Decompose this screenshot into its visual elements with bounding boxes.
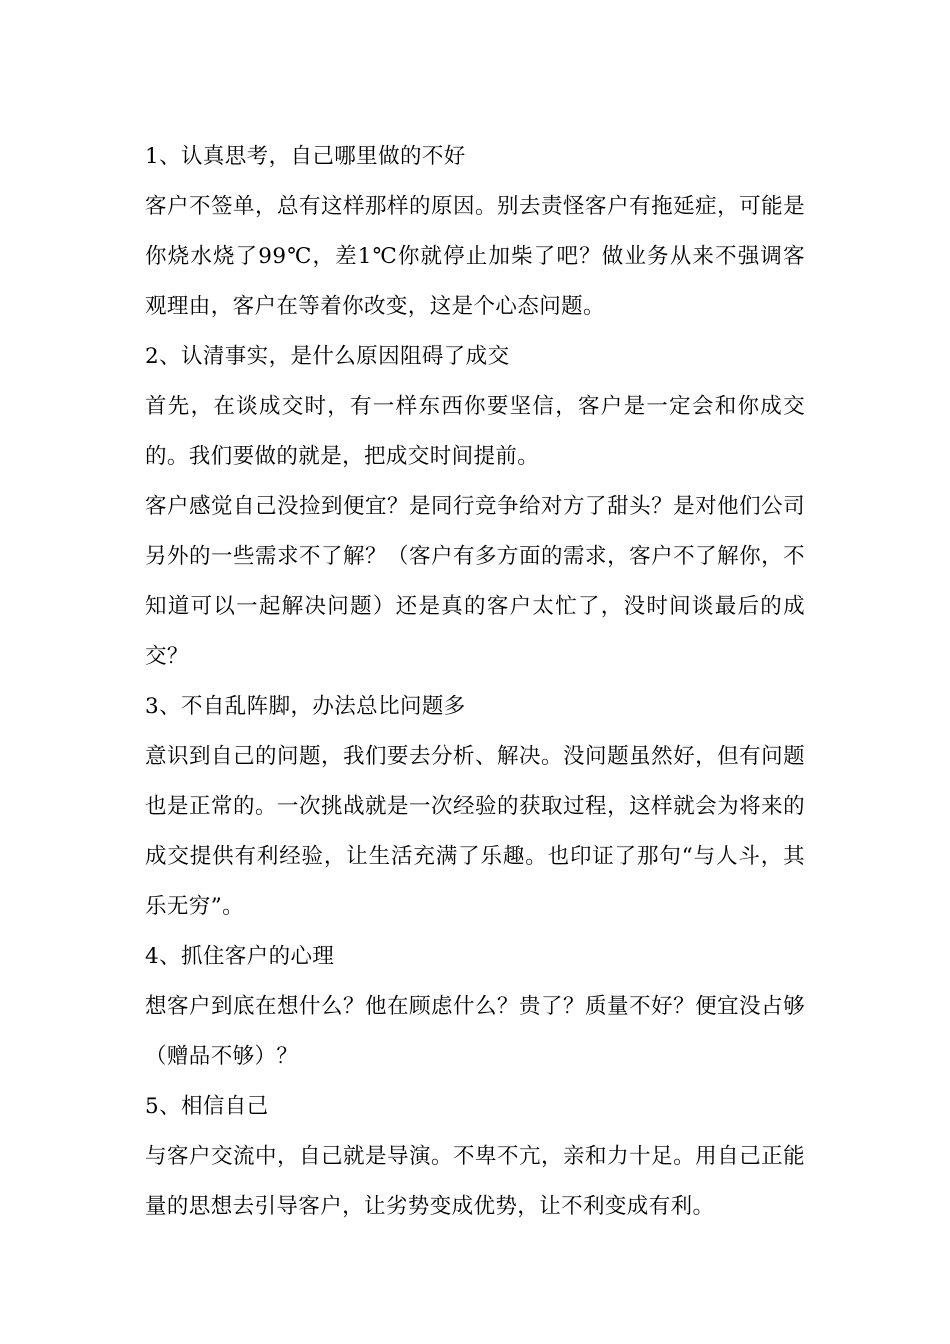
document-page [145,132,805,1232]
section-heading: 2、认清事实，是什么原因阻碍了成交 [145,344,510,369]
section-heading: 5、相信自己 [145,1094,269,1119]
paragraph: 想客户到底在想什么？他在顾虑什么？贵了？质量不好？便宜没占够（赠品不够）？ [145,994,805,1069]
section-heading: 1、认真思考，自己哪里做的不好 [145,144,466,169]
paragraph: 与客户交流中，自己就是导演。不卑不亢，亲和力十足。用自己正能量的思想去引导客户，让劣势变成优势，让不利变成有利。 [145,1144,805,1219]
section-heading: 4、抓住客户的心理 [145,944,335,969]
paragraph: 客户感觉自己没捡到便宜？是同行竞争给对方了甜头？是对他们公司另外的一些需求不了解？（客户有多方面的需求，客户不了解你，不知道可以一起解决问题）还是真的客户太忙了，没时间谈最后的成交？ [145,494,805,669]
paragraph: 客户不签单，总有这样那样的原因。别去责怪客户有拖延症，可能是你烧水烧了99℃，差1℃你就停止加柴了吧？做业务从来不强调客观理由，客户在等着你改变，这是个心态问题。 [145,194,805,319]
section-4 [145,932,805,1082]
section-1 [145,132,805,332]
section-3 [145,682,805,932]
section-heading: 3、不自乱阵脚，办法总比问题多 [145,694,466,719]
paragraph: 意识到自己的问题，我们要去分析、解决。没问题虽然好，但有问题也是正常的。一次挑战就是一次经验的获取过程，这样就会为将来的成交提供有利经验，让生活充满了乐趣。也印证了那句“与人斗，其乐无穷”。 [145,744,805,919]
section-5 [145,1082,805,1232]
section-2 [145,332,805,682]
paragraph: 首先，在谈成交时，有一样东西你要坚信，客户是一定会和你成交的。我们要做的就是，把成交时间提前。 [145,394,805,469]
